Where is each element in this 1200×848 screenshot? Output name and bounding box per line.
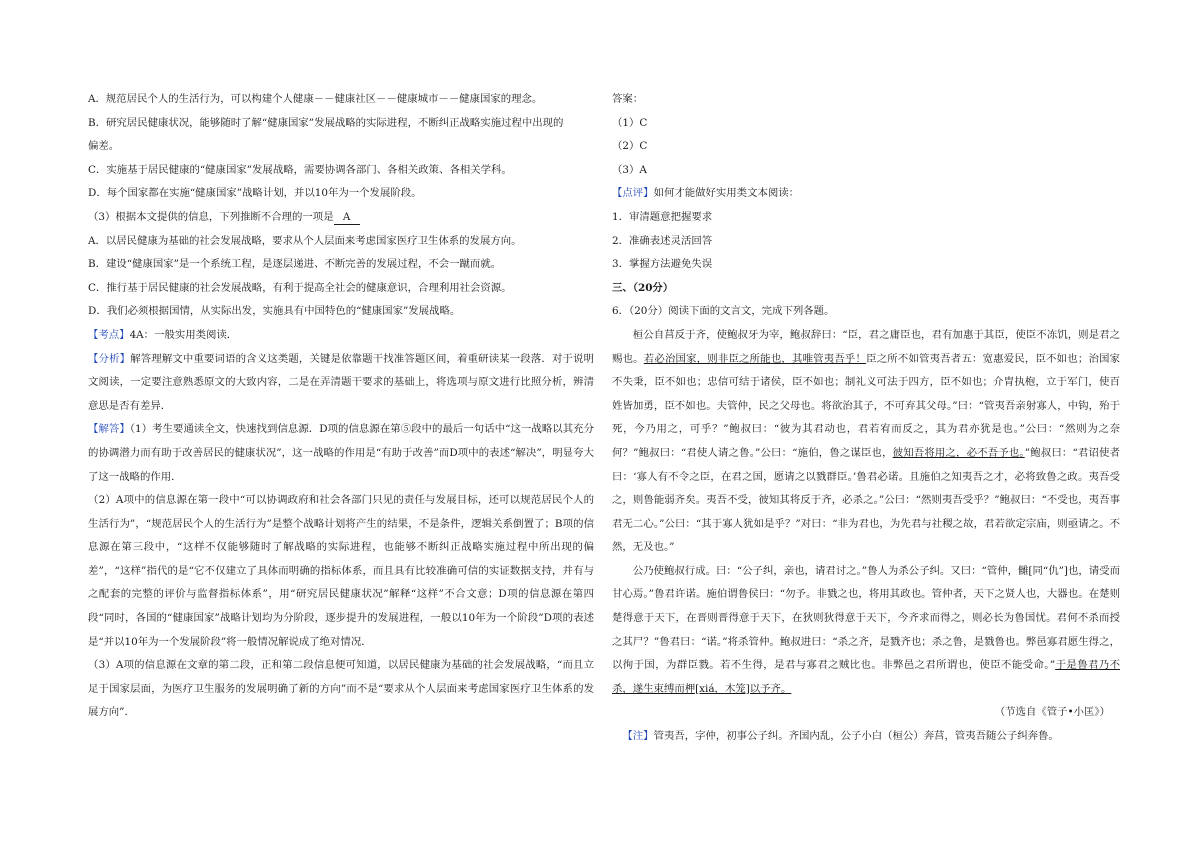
note-tag: 【注】 (622, 730, 654, 743)
jieda-text-1: （1）考生要通读全文，快速找到信息源．D项的信息源在第⑤段中的最后一句话中“这一战略以其充分的协调潜力而有助于改善居民的健康状况”，这一战略的作用是“有助于改善”而D项中的表述“解决”，明显夸大了这一战略的作用． (88, 423, 594, 483)
dianping-paragraph (612, 182, 1120, 206)
answer-3: （3）A (612, 163, 647, 176)
kaodian-paragraph (88, 324, 594, 348)
passage-1-part-c: ”鲍叔曰：“君诏使者曰：‘寡人有不令之臣，在君之国，愿请之以戮群臣。’鲁君必诺。且施伯之知夷吾之才，必将致鲁之政。夷吾受之，则鲁能弱齐矣。夷吾不受，彼知其将反于齐，必杀之。”公曰：“然则夷吾受乎？”鲍叔曰：“不受也，夷吾事君无二心。”公曰：“其于寡人犹如是乎？”对曰：“非为君也，为先君与社稷之故，君若欲定宗庙，则亟请之。不然，无及也。” (612, 446, 1120, 554)
answer-2: （2）C (612, 140, 648, 153)
answer-label: 答案： (612, 93, 644, 105)
tip-3: 3．掌握方法避免失误 (612, 258, 713, 271)
passage-2-part-a: 公乃使鲍叔行成。曰：“公子纠，亲也，请君讨之。”鲁人为杀公子纠。又曰：“管仲，雠[同“仇”]也，请受而甘心焉。”鲁君许诺。施伯谓鲁侯曰：“勿予。非戮之也，将用其政也。管仲者，天下之贤人也，大器也。在楚则楚得意于天下，在晋则晋得意于天下，在狄则狄得意于天下，今齐求而得之，则必长为鲁国忧。君何不杀而授之其尸？”鲁君曰：“诺。”将杀管仲。鲍叔进曰：“杀之齐，是戮齐也；杀之鲁，是戮鲁也。弊邑寡君愿生得之，以徇于国，为群臣戮。若不生得，是君与寡君之贼比也。非弊邑之君所谓也，使臣不能受命。” (612, 564, 1120, 672)
dianping-tag: 【点评】 (612, 187, 654, 200)
fenxi-paragraph (88, 348, 594, 419)
kaodian-text: 4A：一般实用类阅读． (129, 328, 238, 341)
option-b-q2-line2: 偏差。 (88, 140, 120, 153)
left-column (88, 88, 594, 725)
dianping-text: 如何才能做好实用类文本阅读： (653, 187, 800, 200)
option-b-q2-line1: B．研究居民健康状况，能够随时了解“健康国家”发展战略的实际进程，不断纠正战略实施过程中出现的 (88, 116, 564, 129)
passage-1-underlined-1: 若必治国家，则非臣之所能也，其唯管夷吾乎！ (643, 352, 867, 365)
kaodian-tag: 【考点】 (88, 328, 130, 341)
question-6: 6．（20分）阅读下面的文言文，完成下列各题。 (612, 305, 835, 318)
fenxi-text: 解答理解文中重要词语的含义这类题，关键是依靠题干找准答题区间，着重研读某一段落．对于说明文阅读，一定要注意熟悉原文的大致内容，二是在弄清题干要求的基础上，将选项与原文进行比照分析，辨清意思是否有差异． (88, 352, 595, 412)
option-c-q3: C．推行基于居民健康的社会发展战略，有利于提高全社会的健康意识，合理利用社会资源。 (88, 281, 512, 294)
tip-2: 2．准确表述灵活回答 (612, 234, 713, 247)
section-3-heading: 三、（20分） (612, 281, 674, 294)
option-b-q3: B．建设“健康国家”是一个系统工程，是逐层递进、不断完善的发展过程，不会一蹴而就。 (88, 258, 502, 271)
question-3 (88, 206, 594, 230)
option-a-q3: A．以居民健康为基础的社会发展战略，要求从个人层面来考虑国家医疗卫生体系的发展方向。 (88, 234, 522, 247)
answer-1: （1）C (612, 116, 648, 129)
fenxi-tag: 【分析】 (88, 352, 131, 365)
jieda-paragraph-2: （2）A项中的信息源在第一段中“可以协调政府和社会各部门只见的责任与发展目标，还可以规范居民个人的生活行为”，“规范居民个人的生活行为”是整个战略计划将产生的结果，不是条件，逻辑关系倒置了；B项的信息源在第三段中，“这样不仅能够随时了解战略的实际进程，也能够不断纠正战略实施过程中所出现的偏差”，“这样”指代的是“它不仅建立了具体而明确的指标体系，而且具有比较准确可信的实证数据支持，并有与之配套的完整的评价与监督指标体系”，用“研究居民健康状况”解释“这样”不合文意；D项的信息源在第四段“同时，各国的“健康国家”战略计划均为分阶段，逐步提升的发展进程，一般以10年为一个阶段”D项的表述是“并以10年为一个发展阶段”将一般情况解说成了绝对情况． (88, 494, 594, 648)
tip-1: 1．审清题意把握要求 (612, 210, 713, 223)
passage-1-part-a: 桓公自莒反于齐，使鲍叔牙为宰，鲍叔辞曰：“臣，君之庸臣也，君有加惠于其臣，使臣不冻饥，则是君之赐也。 (612, 328, 1120, 365)
jieda-paragraph-3: （3）A项的信息源在文章的第二段，正和第二段信息便可知道，以居民健康为基础的社会发展战略，“而且立足于国家层面，为医疗卫生服务的发展明确了新的方向”而不是“要求从个人层面来考虑国家医疗卫生体系的发展方向”． (88, 659, 594, 719)
note-text: 管夷吾，字仲，初事公子纠。齐国内乱，公子小白（桓公）奔莒，管夷吾随公子纠奔鲁。 (653, 730, 1059, 743)
option-d-q2: D．每个国家都在实施“健康国家”战略计划，并以10年为一个发展阶段。 (88, 187, 422, 200)
jieda-tag: 【解答】 (88, 423, 130, 436)
note-paragraph (612, 725, 1120, 749)
jieda-paragraph-1 (88, 418, 594, 489)
passage-1-underlined-2: 彼知吾将用之，必不吾予也。 (892, 446, 1025, 459)
option-c-q2: C．实施基于居民健康的“健康国家”发展战略，需要协调各部门、各相关政策、各相关学科。 (88, 163, 512, 176)
option-d-q3: D．我们必须根据国情，从实际出发，实施具有中国特色的“健康国家”发展战略。 (88, 305, 461, 318)
classical-passage-paragraph-1 (612, 324, 1120, 560)
question-3-answer-blank: A (334, 210, 360, 225)
classical-passage-paragraph-2 (612, 560, 1120, 702)
passage-2-underlined: 于是鲁君乃不杀，遂生束缚而柙[xiá，木笼]以予齐。 (612, 659, 1121, 695)
right-column (612, 88, 1120, 749)
passage-1-part-b: 臣之所不如管夷吾者五：宽惠爱民，臣不如也；治国家不失秉，臣不如也；忠信可结于诸侯，臣不如也；制礼义可法于四方，臣不如也；介胄执枹，立于军门，使百姓皆加勇，臣不如也。夫管仲，民之父母也。将欲治其子，不可弃其父母。”曰：“管夷吾亲射寡人，中钩，殆于死，今乃用之，可乎？”鲍叔曰：“彼为其君动也，君若宥而反之，其为君亦犹是也。”公曰：“然则为之奈何？”鲍叔曰：“君使人请之鲁。”公曰：“施伯，鲁之谋臣也， (612, 352, 1121, 459)
question-3-text: （3）根据本文提供的信息，下列推断不合理的一项是 (88, 210, 334, 223)
passage-source: （节选自《管子•小匡》） (994, 706, 1110, 719)
option-a-q2: A．规范居民个人的生活行为，可以构建个人健康－－健康社区－－健康城市－－健康国家的理念。 (88, 93, 543, 105)
